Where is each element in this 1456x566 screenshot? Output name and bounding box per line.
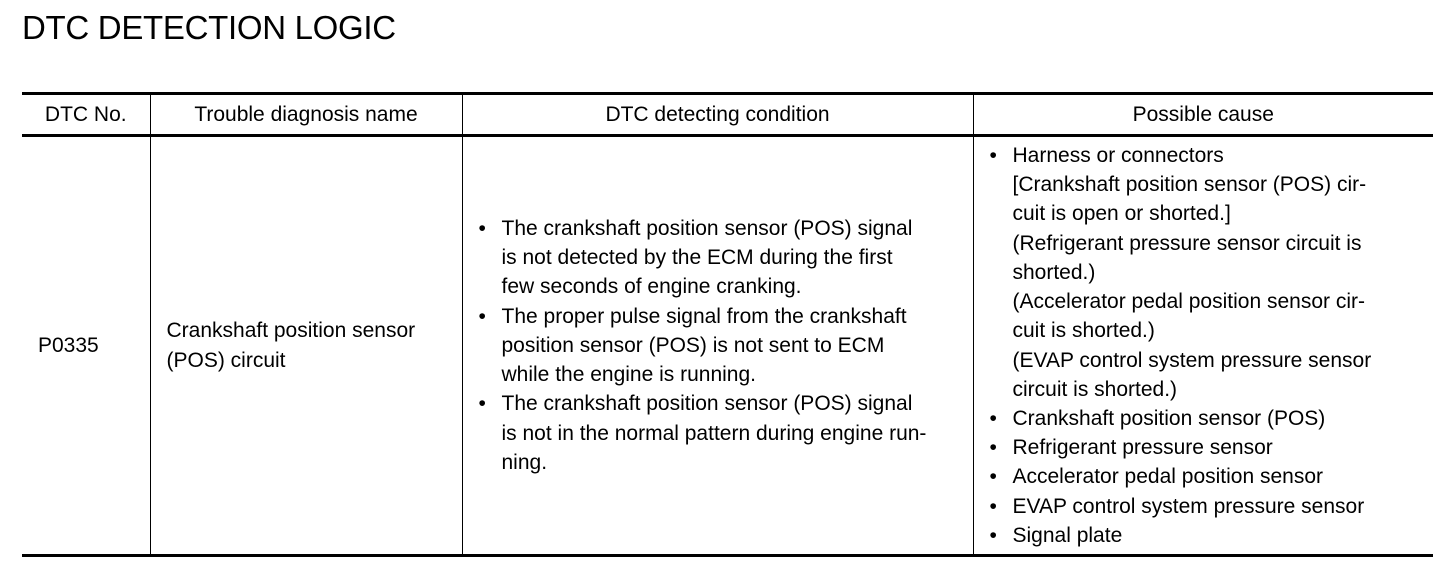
header-possible-cause: Possible cause xyxy=(973,94,1433,136)
cause-text-line: (EVAP control system pressure sensor xyxy=(1012,348,1372,372)
header-dtc-no: DTC No. xyxy=(22,94,150,136)
page-title: DTC DETECTION LOGIC xyxy=(22,9,396,46)
cause-text-line: (Accelerator pedal position sensor cir- xyxy=(1012,290,1365,314)
bullet-icon: • xyxy=(989,406,997,430)
bullet-icon: • xyxy=(478,217,486,241)
cause-list xyxy=(988,141,1408,550)
bullet-icon: • xyxy=(989,523,997,547)
condition-text-line: while the engine is running. xyxy=(501,363,757,387)
condition-text-line: is not detected by the ECM during the first xyxy=(501,246,893,270)
cause-text-line: cuit is open or shorted.] xyxy=(1012,202,1231,226)
bullet-icon: • xyxy=(989,465,997,489)
detecting-condition-cell xyxy=(462,136,973,556)
cause-text-line: cuit is shorted.) xyxy=(1012,319,1155,343)
possible-cause-cell xyxy=(973,136,1433,556)
cause-text-line: Accelerator pedal position sensor xyxy=(1012,465,1324,489)
cause-text-line: Signal plate xyxy=(1012,523,1123,547)
bullet-icon: • xyxy=(989,436,997,460)
cause-item xyxy=(988,141,1408,404)
condition-text-line: position sensor (POS) is not sent to ECM xyxy=(501,333,885,357)
condition-text-line: few seconds of engine cranking. xyxy=(501,275,802,299)
condition-text-line: ning. xyxy=(501,450,548,474)
cause-text-line: EVAP control system pressure sensor xyxy=(1012,494,1365,518)
cause-text-line: Harness or connectors xyxy=(1012,144,1224,168)
cause-text-line: circuit is shorted.) xyxy=(1012,377,1178,401)
cause-item xyxy=(988,433,1408,462)
bullet-icon: • xyxy=(989,144,997,168)
bullet-icon: • xyxy=(478,392,486,416)
condition-text-line: The proper pulse signal from the crankshaft xyxy=(501,304,907,328)
condition-text-line: is not in the normal pattern during engine run- xyxy=(501,421,927,445)
cause-text-line: Refrigerant pressure sensor xyxy=(1012,436,1273,460)
dtc-number-cell xyxy=(22,136,150,556)
dtc-detection-logic-table xyxy=(22,92,1433,557)
condition-list xyxy=(477,214,947,477)
condition-text-line: The crankshaft position sensor (POS) signal xyxy=(501,217,913,241)
diagnosis-name-line-2: (POS) circuit xyxy=(166,348,286,372)
diagnosis-name-line-1: Crankshaft position sensor xyxy=(166,319,416,343)
cause-item xyxy=(988,521,1408,550)
cause-item xyxy=(988,462,1408,491)
cause-text-line: Crankshaft position sensor (POS) xyxy=(1012,406,1326,430)
table-row xyxy=(22,136,1433,556)
cause-text-line: (Refrigerant pressure sensor circuit is xyxy=(1012,231,1362,255)
header-trouble-diagnosis-name: Trouble diagnosis name xyxy=(150,94,462,136)
cause-text-line: shorted.) xyxy=(1012,260,1096,284)
bullet-icon: • xyxy=(989,494,997,518)
table-header-row xyxy=(22,94,1433,136)
condition-item xyxy=(477,302,947,390)
condition-item xyxy=(477,214,947,302)
cause-text-line: [Crankshaft position sensor (POS) cir- xyxy=(1012,173,1367,197)
bullet-icon: • xyxy=(478,304,486,328)
cause-item xyxy=(988,492,1408,521)
condition-text-line: The crankshaft position sensor (POS) signal xyxy=(501,392,913,416)
header-dtc-detecting-condition: DTC detecting condition xyxy=(462,94,973,136)
dtc-number: P0335 xyxy=(38,333,99,357)
diagnosis-name-cell xyxy=(150,136,462,556)
condition-item xyxy=(477,389,947,477)
cause-item xyxy=(988,404,1408,433)
